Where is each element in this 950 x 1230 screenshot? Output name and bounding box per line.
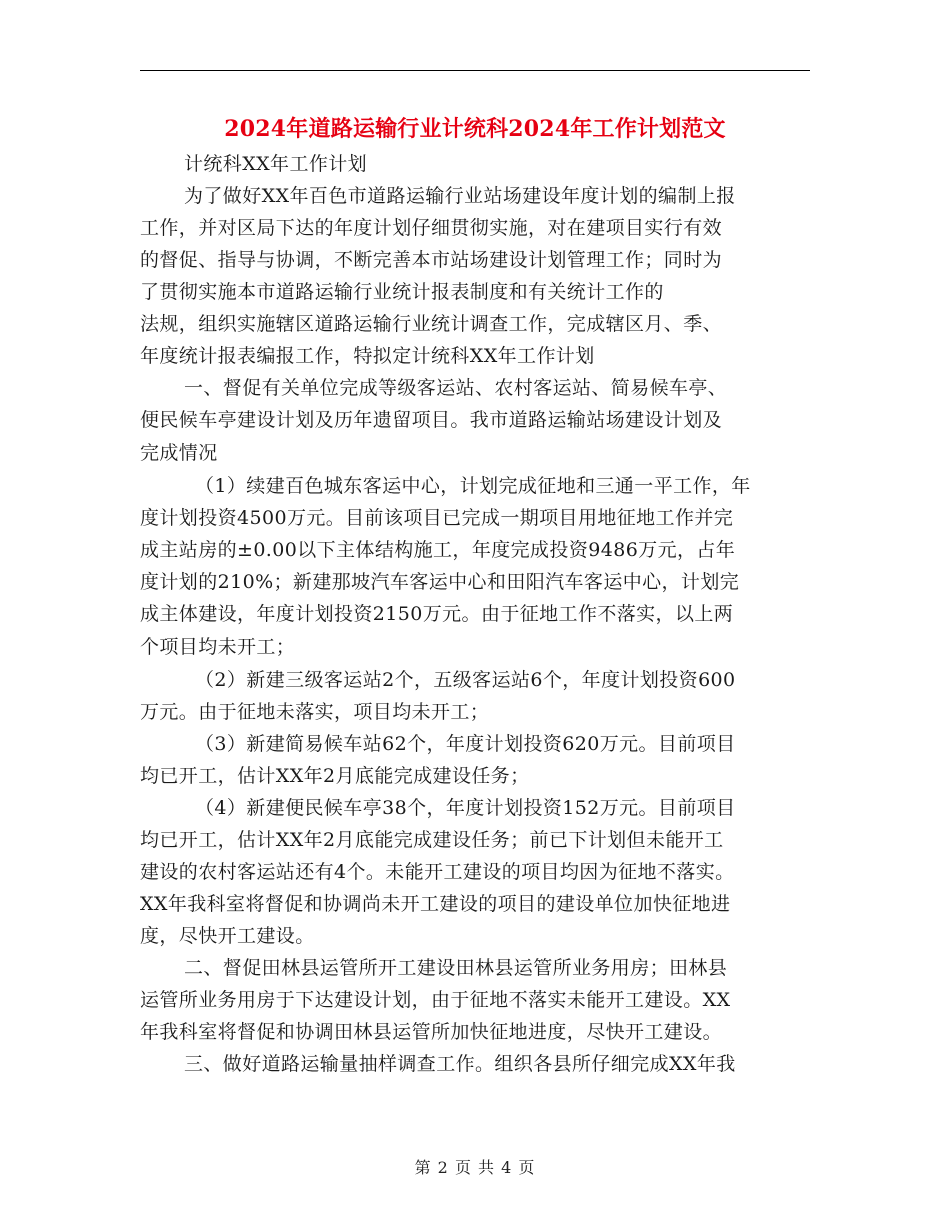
body-line: （4）新建便民候车亭38个，年度计划投资152万元。目前项目 bbox=[195, 797, 736, 819]
body-line: （1）续建百色城东客运中心，计划完成征地和三通一平工作，年 bbox=[195, 475, 751, 497]
page-number: 第 2 页 共 4 页 bbox=[414, 1158, 536, 1177]
document-title: 2024年道路运输行业计统科2024年工作计划范文 bbox=[224, 116, 726, 142]
body-line: 计统科XX年工作计划 bbox=[184, 153, 368, 175]
body-line: 成主站房的±0.00以下主体结构施工，年度完成投资9486万元，占年 bbox=[140, 539, 736, 561]
body-line: 年我科室将督促和协调田林县运管所加快征地进度，尽快开工建设。 bbox=[140, 1021, 723, 1043]
body-line: 万元。由于征地未落实，项目均未开工； bbox=[140, 701, 490, 723]
body-line: （3）新建简易候车站62个，年度计划投资620万元。目前项目 bbox=[195, 733, 736, 755]
body-line: 便民候车亭建设计划及历年遗留项目。我市道路运输站场建设计划及 bbox=[140, 409, 723, 431]
body-line: 运管所业务用房于下达建设计划，由于征地不落实未能开工建设。XX bbox=[140, 989, 731, 1011]
body-line: 三、做好道路运输量抽样调查工作。组织各县所仔细完成XX年我 bbox=[184, 1053, 736, 1075]
body-line: 成主体建设，年度计划投资2150万元。由于征地工作不落实，以上两 bbox=[140, 603, 734, 625]
body-line: 度计划的210%；新建那坡汽车客运中心和田阳汽车客运中心，计划完 bbox=[140, 571, 740, 593]
header-rule bbox=[140, 70, 810, 71]
body-line: 度，尽快开工建设。 bbox=[140, 925, 315, 947]
body-line: 均已开工，估计XX年2月底能完成建设任务；前已下计划但未能开工 bbox=[140, 829, 724, 851]
body-line: 均已开工，估计XX年2月底能完成建设任务； bbox=[140, 765, 530, 787]
body-line: 个项目均未开工； bbox=[140, 636, 296, 658]
body-line: 建设的农村客运站还有4个。未能开工建设的项目均因为征地不落实。 bbox=[140, 861, 735, 883]
body-line: 为了做好XX年百色市道路运输行业站场建设年度计划的编制上报 bbox=[184, 185, 736, 207]
body-line: 完成情况 bbox=[140, 442, 218, 464]
body-line: 的督促、指导与协调，不断完善本市站场建设计划管理工作；同时为 bbox=[140, 249, 723, 271]
body-line: 一、督促有关单位完成等级客运站、农村客运站、简易候车亭、 bbox=[184, 377, 728, 399]
body-line: XX年我科室将督促和协调尚未开工建设的项目的建设单位加快征地进 bbox=[140, 893, 731, 915]
body-line: 工作，并对区局下达的年度计划仔细贯彻实施，对在建项目实行有效 bbox=[140, 217, 723, 239]
body-line: （2）新建三级客运站2个，五级客运站6个，年度计划投资600 bbox=[195, 669, 736, 691]
document-body bbox=[140, 148, 810, 1080]
body-line: 度计划投资4500万元。目前该项目已完成一期项目用地征地工作并完 bbox=[140, 507, 734, 529]
body-line: 年度统计报表编报工作，特拟定计统科XX年工作计划 bbox=[140, 345, 595, 367]
body-line: 二、督促田林县运管所开工建设田林县运管所业务用房；田林县 bbox=[184, 957, 728, 979]
body-line: 了贯彻实施本市道路运输行业统计报表制度和有关统计工作的 bbox=[140, 281, 664, 303]
body-line: 法规，组织实施辖区道路运输行业统计调查工作，完成辖区月、季、 bbox=[140, 313, 723, 335]
